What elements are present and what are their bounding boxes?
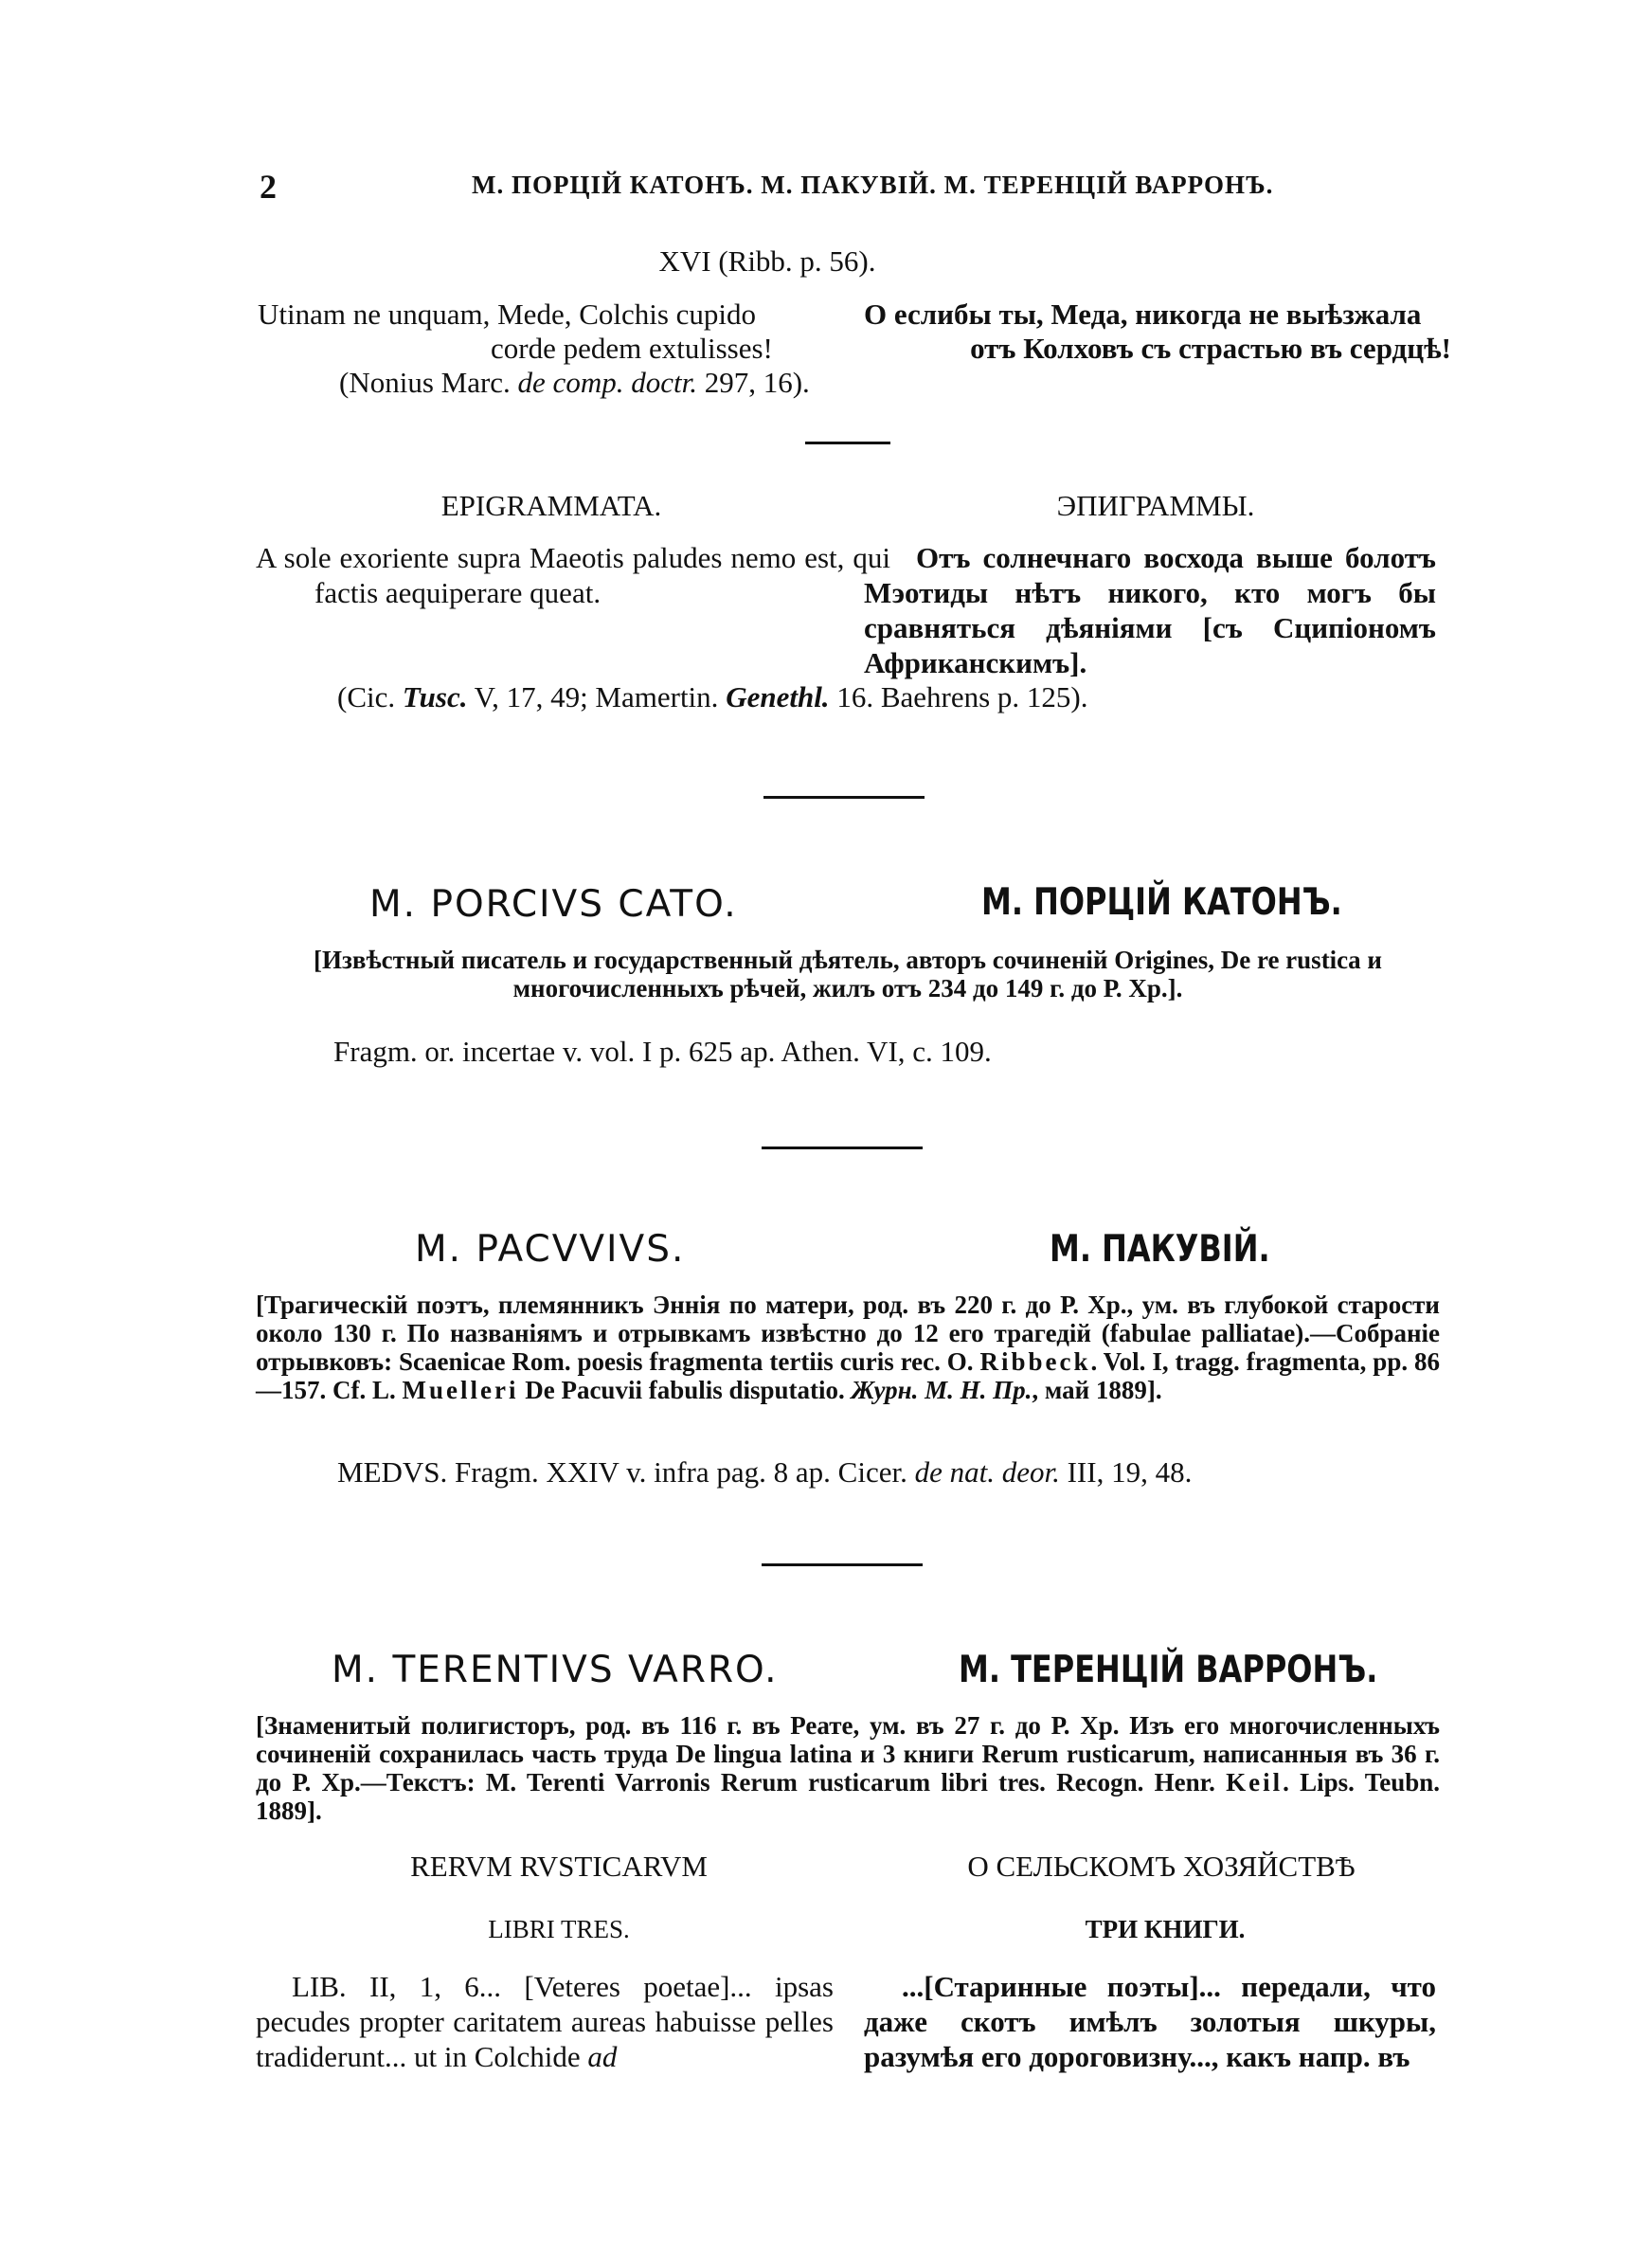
fragment-xvi-latin-line2: corde pedem extulisses! (491, 332, 773, 365)
cato-latin-heading: M. PORCIVS CATO. (369, 883, 738, 926)
cato-russian-heading: М. ПОРЦІЙ КАТОНЪ. (981, 881, 1342, 924)
work-latin-subtitle: LIBRI TRES. (488, 1915, 630, 1943)
fragment-xvi-source: (Nonius Marc. de comp. doctr. 297, 16). (339, 366, 810, 399)
epigrammata-source: (Cic. Tusc. V, 17, 49; Mamertin. Genethl. 16. Baehrens p. 125). (337, 680, 1088, 713)
epigrammata-russian-text: Отъ солнечнаго восхода выше болотъ Мэотиды нѣтъ никого, кто могъ бы сравняться дѣяніями [съ Сципіономъ Африканскимъ]. (864, 541, 1436, 679)
pacuvius-bio: [Трагическій поэтъ, племянникъ Эннія по матери, род. въ 220 г. до Р. Хр., ум. въ глубокой старости около 130 г. По названіямъ и отрывкамъ извѣстно до 12 его трагедій (fabulae palliatae).—Собраніе отрывковъ: Scaenicae Rom. poesis fragmenta tertiis curis rec. O. Ribbeck. Vol. I, tragg. fragmenta, pp. 86—157. Cf. L. Muelleri De Pacuvii fabulis disputatio. Журн. М. Н. Пр., май 1889]. (256, 1291, 1440, 1404)
divider-2 (763, 796, 925, 799)
fragment-xvi-latin (258, 298, 845, 400)
varro-latin-text: LIB. II, 1, 6... [Veteres poetae]... ipsas pecudes propter caritatem aureas habuisse pelles tradiderunt... ut in Colchide ad (256, 1970, 834, 2073)
cato-fragment-ref: Fragm. or. incertae v. vol. I p. 625 ap. Athen. VI, c. 109. (333, 1035, 992, 1068)
epigrammata-latin-heading: EPIGRAMMATA. (440, 489, 662, 522)
work-russian-title: О СЕЛЬСКОМЪ ХОЗЯЙСТВѢ (967, 1850, 1356, 1883)
fragment-xvi-russian-line2: отъ Колховъ съ страстью въ сердцѣ! (970, 332, 1451, 365)
fragment-xvi-latin-line1: Utinam ne unquam, Mede, Colchis cupido (258, 298, 757, 331)
divider-4 (762, 1563, 923, 1566)
running-title: М. ПОРЦІЙ КАТОНЪ. М. ПАКУВІЙ. М. ТЕРЕНЦІЙ ВАРРОНЪ. (472, 171, 1274, 199)
pacuvius-medus-ref: MEDVS. Fragm. XXIV v. infra pag. 8 ap. Cicer. de nat. deor. III, 19, 48. (337, 1455, 1193, 1489)
work-latin-title: RERVM RVSTICARVM (410, 1850, 708, 1883)
divider-1 (805, 442, 890, 444)
pacuvius-russian-heading: М. ПАКУВІЙ. (1050, 1228, 1270, 1271)
divider-3 (762, 1147, 923, 1149)
page-number: 2 (260, 168, 277, 206)
varro-russian-heading: М. ТЕРЕНЦІЙ ВАРРОНЪ. (959, 1649, 1378, 1691)
varro-latin-heading: M. TERENTIVS VARRO. (332, 1649, 779, 1691)
work-russian-subtitle: ТРИ КНИГИ. (1085, 1915, 1246, 1943)
epigrammata-latin-text: A sole exoriente supra Maeotis paludes nemo est, qui factis aequiperare queat. (256, 541, 890, 609)
varro-bio: [Знаменитый полигисторъ, род. въ 116 г. въ Реате, ум. въ 27 г. до Р. Хр. Изъ его многочисленныхъ сочиненій сохранилась часть труда De lingua latina и 3 книги Rerum rusticarum, написанныя въ 36 г. до Р. Хр.—Текстъ: M. Terenti Varronis Rerum rusticarum libri tres. Recogn. Henr. Keil. Lips. Teubn. 1889]. (256, 1711, 1441, 1825)
epigrammata-russian-heading: ЭПИГРАММЫ. (1056, 489, 1255, 522)
cato-bio: [Извѣстный писатель и государственный дѣятель, авторъ сочиненій Origines, De re rustica и многочисленныхъ рѣчей, жилъ отъ 234 до 149 г. до Р. Хр.]. (314, 946, 1382, 1002)
fragment-xvi-russian (864, 298, 1451, 366)
pacuvius-latin-heading: M. PACVVIVS. (415, 1228, 686, 1271)
fragment-xvi-russian-line1: О еслибы ты, Меда, никогда не выѣзжала (864, 298, 1422, 331)
varro-russian-text: ...[Старинные поэты]... передали, что даже скотъ имѣлъ золотыя шкуры, разумѣя его дороговизну..., какъ напр. въ (864, 1970, 1436, 2073)
fragment-xvi-title: XVI (Ribb. p. 56). (658, 244, 876, 278)
